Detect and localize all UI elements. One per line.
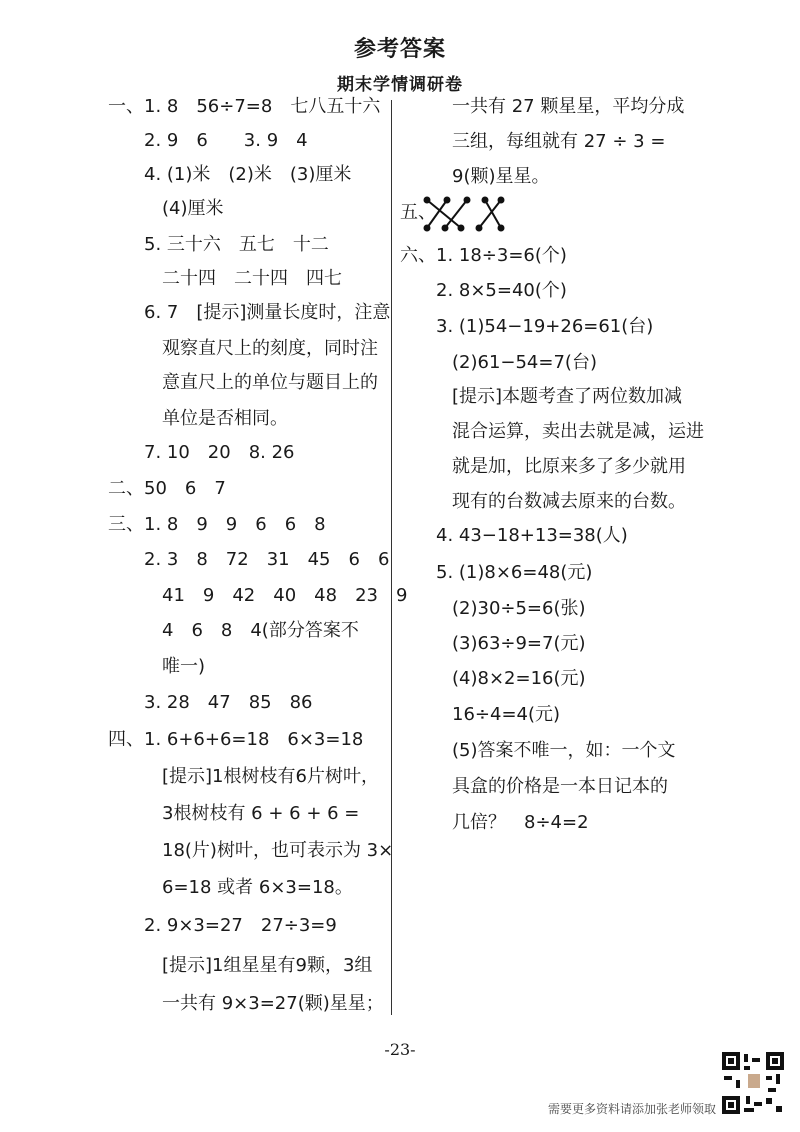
answer-line: (3)63÷9=7(元) xyxy=(452,633,586,654)
answer-line: (2)61−54=7(台) xyxy=(452,352,597,373)
answer-line: 四、1. 6+6+6=18 6×3=18 xyxy=(108,729,364,750)
answer-line: (5)答案不唯一，如：一个文 xyxy=(452,740,676,761)
qr-code-image xyxy=(722,1052,784,1114)
answer-line: 三、1. 8 9 9 6 6 8 xyxy=(108,514,326,535)
answer-line: 几倍？ 8÷4=2 xyxy=(452,812,589,833)
answer-line: 一共有 27 颗星星，平均分成 xyxy=(452,96,685,117)
answer-line: [提示]1根树枝有6片树叶， xyxy=(162,766,379,787)
answer-line: 41 9 42 40 48 23 9 xyxy=(162,585,408,606)
answer-line: 一共有 9×3=27(颗)星星； xyxy=(162,993,384,1014)
answer-line: 具盒的价格是一本日记本的 xyxy=(452,776,668,797)
answer-line: [提示]1组星星有9颗，3组 xyxy=(162,955,373,976)
answer-line: 2. 9×3=27 27÷3=9 xyxy=(144,915,337,936)
answer-line: 唯一) xyxy=(162,656,206,677)
answer-line: 三组，每组就有 27 ÷ 3 = xyxy=(452,131,666,152)
answer-line: 18(片)树叶，也可表示为 3× xyxy=(162,840,394,861)
page-subtitle: 期末学情调研卷 xyxy=(337,75,463,95)
answer-line: 观察直尺上的刻度，同时注 xyxy=(162,338,378,359)
footer-note: 需要更多资料请添加张老师领取 xyxy=(548,1102,717,1116)
answer-line: 6=18 或者 6×3=18。 xyxy=(162,877,353,898)
answer-line: (4)厘米 xyxy=(162,198,224,219)
answer-line: 4. 43−18+13=38(人) xyxy=(436,525,628,546)
answer-line: (4)8×2=16(元) xyxy=(452,668,586,689)
answer-line: 4 6 8 4(部分答案不 xyxy=(162,620,359,641)
answer-line: 二十四 二十四 四七 xyxy=(162,268,342,289)
answer-line: 5. (1)8×6=48(元) xyxy=(436,562,593,583)
answer-line: 16÷4=4(元) xyxy=(452,704,561,725)
answer-line: (2)30÷5=6(张) xyxy=(452,598,586,619)
answer-line: 2. 9 6 3. 9 4 xyxy=(144,130,308,151)
matching-lines-diagram xyxy=(423,196,505,232)
answer-line: 五、 xyxy=(400,202,436,223)
answer-line: 2. 3 8 72 31 45 6 6 xyxy=(144,549,390,570)
answer-line: 六、1. 18÷3=6(个) xyxy=(400,245,567,266)
answer-line: 2. 8×5=40(个) xyxy=(436,280,567,301)
answer-line: 现有的台数减去原来的台数。 xyxy=(452,491,686,512)
answer-line: 6. 7 [提示]测量长度时，注意 xyxy=(144,302,391,323)
answer-line: 单位是否相同。 xyxy=(162,408,288,429)
answer-line: 3. (1)54−19+26=61(台) xyxy=(436,316,654,337)
answer-line: 4. (1)米 (2)米 (3)厘米 xyxy=(144,164,352,185)
column-divider xyxy=(391,100,392,1015)
answer-line: 3. 28 47 85 86 xyxy=(144,692,313,713)
page-number: -23- xyxy=(384,1040,416,1059)
answer-line: 二、50 6 7 xyxy=(108,478,226,499)
answer-line: 就是加，比原来多了多少就用 xyxy=(452,456,686,477)
answer-line: 一、1. 8 56÷7=8 七八五十六 xyxy=(108,96,381,117)
answer-line: 3根树枝有 6 + 6 + 6 = xyxy=(162,803,360,824)
page-title: 参考答案 xyxy=(353,37,446,62)
answer-line: 5. 三十六 五七 十二 xyxy=(144,234,329,255)
answer-line: 混合运算，卖出去就是减，运进 xyxy=(452,421,704,442)
answer-line: [提示]本题考查了两位数加减 xyxy=(452,386,683,407)
answer-line: 意直尺上的单位与题目上的 xyxy=(162,372,378,393)
answer-line: 7. 10 20 8. 26 xyxy=(144,442,295,463)
answer-line: 9(颗)星星。 xyxy=(452,166,550,187)
